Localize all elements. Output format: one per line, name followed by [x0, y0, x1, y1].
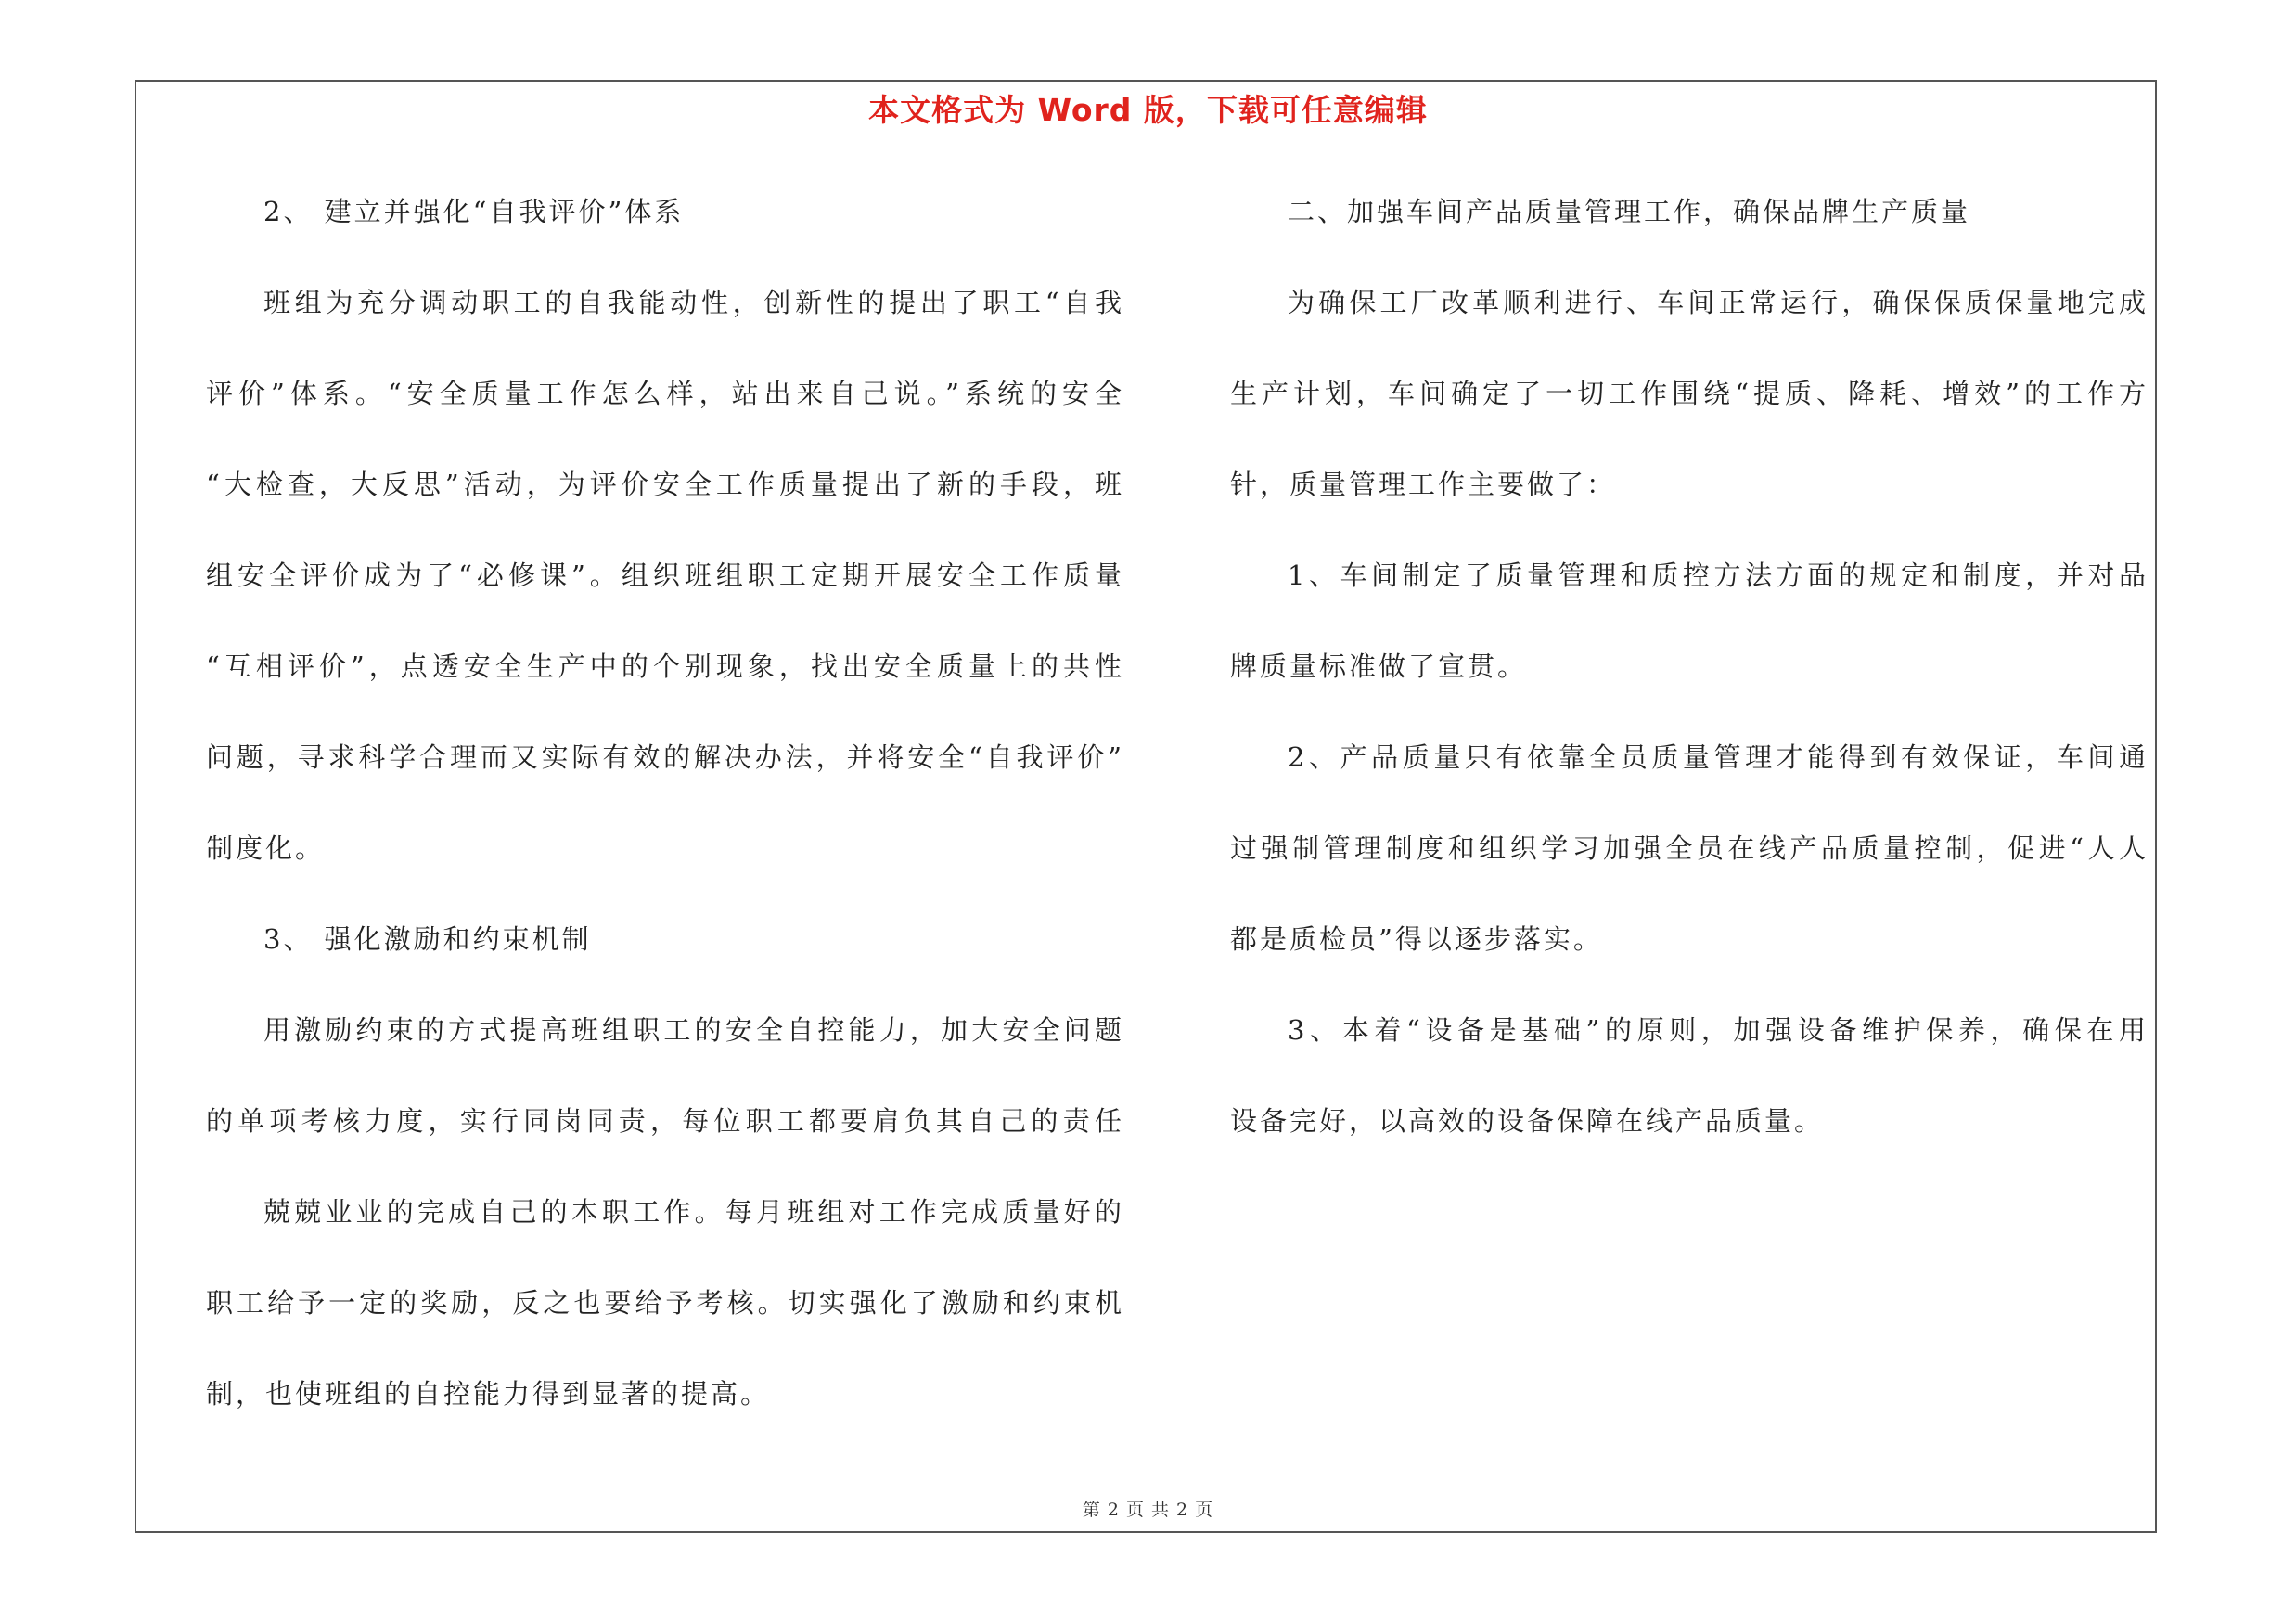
text-line: 设备完好，以高效的设备保障在线产品质量。 [1230, 1105, 1825, 1137]
text-line: 的单项考核力度，实行同岗同责，每位职工都要肩负其自己的责任 [206, 1105, 1124, 1137]
left-column [206, 186, 1124, 1459]
text-line: 针，质量管理工作主要做了： [1230, 469, 1617, 500]
text-line: 3、本着“设备是基础”的原则，加强设备维护保养，确保在用 [1288, 1014, 2148, 1046]
text-line: “互相评价”，点透安全生产中的个别现象，找出安全质量上的共性 [206, 650, 1124, 682]
text-line: 都是质检员”得以逐步落实。 [1230, 923, 1603, 955]
text-line: 兢兢业业的完成自己的本职工作。每月班组对工作完成质量好的 [263, 1196, 1124, 1228]
text-line: 过强制管理制度和组织学习加强全员在线产品质量控制，促进“人人 [1230, 832, 2148, 864]
text-line: 生产计划，车间确定了一切工作围绕“提质、降耗、增效”的工作方 [1230, 378, 2148, 409]
text-line: 制，也使班组的自控能力得到显著的提高。 [206, 1378, 771, 1410]
text-line: 班组为充分调动职工的自我能动性，创新性的提出了职工“自我 [263, 287, 1124, 318]
text-line: 职工给予一定的奖励，反之也要给予考核。切实强化了激励和约束机 [206, 1287, 1124, 1319]
text-line: 用激励约束的方式提高班组职工的安全自控能力，加大安全问题 [263, 1014, 1124, 1046]
text-line: 组安全评价成为了“必修课”。组织班组职工定期开展安全工作质量 [206, 560, 1124, 591]
page-number-footer: 第 2 页 共 2 页 [1082, 1500, 1214, 1520]
right-column [1230, 186, 2148, 1186]
text-line: 制度化。 [206, 832, 326, 864]
text-line: 问题，寻求科学合理而又实际有效的解决办法，并将安全“自我评价” [206, 741, 1124, 773]
text-line: 2、 建立并强化“自我评价”体系 [263, 196, 685, 227]
editable-format-banner: 本文格式为 Word 版，下载可任意编辑 [868, 92, 1428, 128]
text-line: 1、车间制定了质量管理和质控方法方面的规定和制度，并对品 [1288, 560, 2148, 591]
text-line: “大检查，大反思”活动，为评价安全工作质量提出了新的手段，班 [206, 469, 1124, 500]
text-line: 评价”体系。“安全质量工作怎么样，站出来自己说。”系统的安全 [206, 378, 1124, 409]
text-line: 牌质量标准做了宣贯。 [1230, 650, 1528, 682]
text-line: 为确保工厂改革顺利进行、车间正常运行，确保保质保量地完成 [1288, 287, 2148, 318]
text-line: 3、 强化激励和约束机制 [263, 923, 592, 955]
text-line: 二、加强车间产品质量管理工作，确保品牌生产质量 [1288, 196, 1971, 227]
text-line: 2、产品质量只有依靠全员质量管理才能得到有效保证，车间通 [1288, 741, 2148, 773]
